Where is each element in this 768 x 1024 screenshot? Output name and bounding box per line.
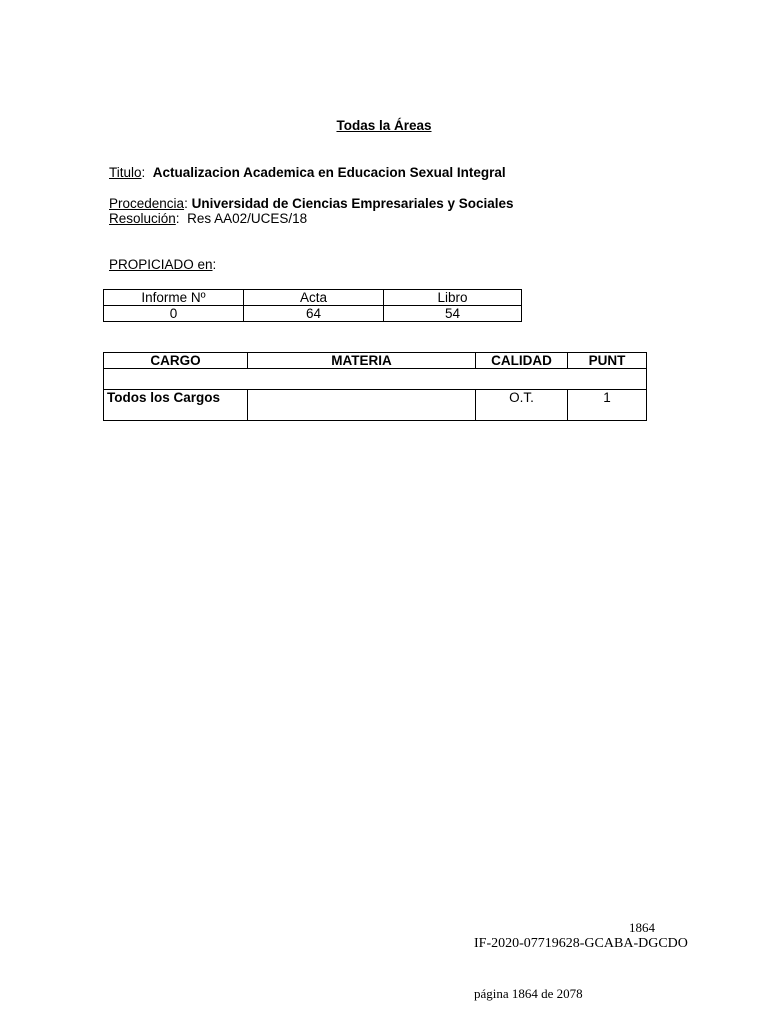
spacer-cell <box>104 369 647 390</box>
header-libro: Libro <box>384 290 522 306</box>
header-calidad: CALIDAD <box>476 353 568 369</box>
footer-page-number: página 1864 de 2078 <box>474 986 583 1001</box>
cargos-header-row <box>104 353 647 369</box>
propiciado-label: PROPICIADO en <box>109 257 213 272</box>
propiciado-value-row <box>104 306 522 322</box>
table-row <box>104 390 647 421</box>
resolucion-value: Res AA02/UCES/18 <box>187 211 308 226</box>
titulo-line <box>109 165 506 180</box>
document-heading: Todas la Áreas <box>336 118 432 133</box>
cell-cargo: Todos los Cargos <box>104 390 248 421</box>
value-libro: 54 <box>384 306 522 322</box>
titulo-label: Titulo <box>109 165 142 180</box>
propiciado-header-row <box>104 290 522 306</box>
footer-number: 1864 <box>629 920 655 935</box>
cargos-table <box>103 352 647 421</box>
header-materia: MATERIA <box>248 353 476 369</box>
header-acta: Acta <box>244 290 384 306</box>
procedencia-label: Procedencia <box>109 196 185 211</box>
resolucion-label: Resolución <box>109 211 176 226</box>
header-punt: PUNT <box>568 353 647 369</box>
procedencia-value: Universidad de Ciencias Empresariales y Sociales <box>191 196 514 211</box>
value-acta: 64 <box>244 306 384 322</box>
procedencia-line <box>109 196 514 211</box>
titulo-value: Actualizacion Academica en Educacion Sexual Integral <box>152 165 506 180</box>
titulo-colon: : <box>141 165 146 180</box>
resolucion-line <box>109 211 307 226</box>
cell-punt: 1 <box>568 390 647 421</box>
procedencia-colon: : <box>184 196 188 211</box>
value-informe: 0 <box>104 306 244 322</box>
footer-doc-id: IF-2020-07719628-GCABA-DGCDO <box>474 936 688 951</box>
propiciado-table <box>103 289 522 322</box>
cargos-spacer-row <box>104 369 647 390</box>
propiciado-line <box>109 257 216 272</box>
cell-calidad: O.T. <box>476 390 568 421</box>
cell-materia <box>248 390 476 421</box>
resolucion-colon: : <box>175 211 180 226</box>
header-cargo: CARGO <box>104 353 248 369</box>
propiciado-colon: : <box>212 257 217 272</box>
header-informe: Informe Nº <box>104 290 244 306</box>
